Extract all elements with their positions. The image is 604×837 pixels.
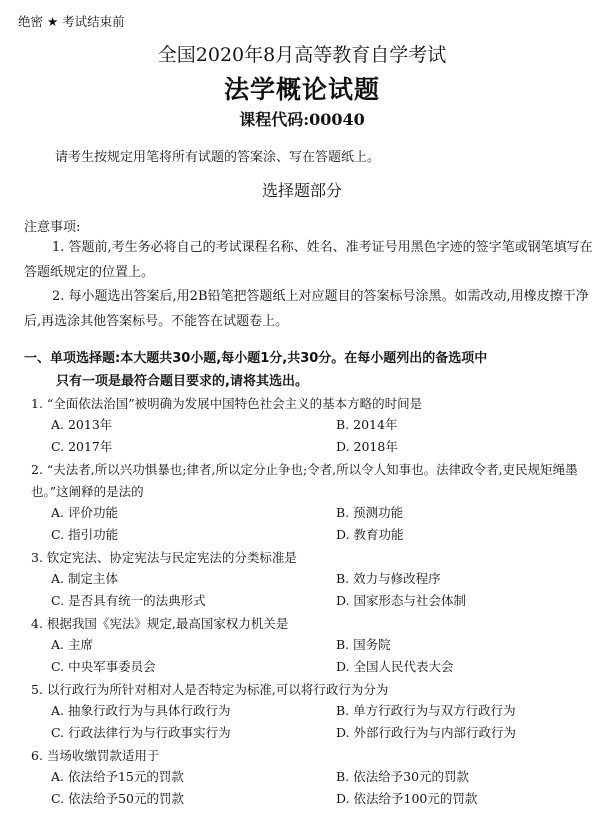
question-6-option-b: B. 依法给予30元的罚款 [336,769,470,784]
question-3-option-c: C. 是否具有统一的法典形式 [51,593,206,608]
question-4-stem: 4. 根据我国《宪法》规定,最高国家权力机关是 [31,616,289,631]
question-1-option-d: D. 2018年 [336,439,398,454]
question-4-option-c: C. 中央军事委员会 [51,659,156,674]
question-6-option-c: C. 依法给予50元的罚款 [51,791,184,806]
note-item-2: 2. 每小题选出答案后,用2B铅笔把答题纸上对应题目的答案标号涂黑。如需改动,用橡皮擦干净后,再选涂其他答案标号。不能答在试题卷上。 [24,289,589,329]
paper-title: 法学概论试题 [223,75,380,104]
question-4-option-d: D. 全国人民代表大会 [336,659,454,674]
part-one-header-line1: 一、单项选择题:本大题共30小题,每小题1分,共30分。在每小题列出的备选项中 [24,351,488,366]
part-one-header-line2: 只有一项是最符合题目要求的,请将其选出。 [56,374,308,389]
note-item-1: 1. 答题前,考生务必将自己的考试课程名称、姓名、准考证号用黑色字迹的签字笔或钢笔填写在答题纸规定的位置上。 [24,240,593,280]
question-5-stem: 5. 以行政行为所针对相对人是否特定为标准,可以将行政行为分为 [31,682,389,697]
question-5-option-c: C. 行政法律行为与行政事实行为 [51,725,231,740]
notes-title: 注意事项: [24,220,81,235]
question-2-option-d: D. 教育功能 [336,527,404,542]
question-4-option-a: A. 主席 [51,637,93,652]
question-1-option-c: C. 2017年 [51,439,113,454]
question-6-stem: 6. 当场收缴罚款适用于 [31,748,160,763]
question-2-option-b: B. 预测功能 [336,505,404,520]
question-5-option-b: B. 单方行政行为与双方行政行为 [336,703,516,718]
question-5-option-a: A. 抽象行政行为与具体行政行为 [51,703,231,718]
confidential-label: 绝密 ★ 考试结束前 [18,14,125,29]
question-6-option-d: D. 依法给予100元的罚款 [336,791,478,806]
question-2-stem: 2. “夫法者,所以兴功惧暴也;律者,所以定分止争也;令者,所以令人知事也。法律政令者,吏民规矩绳墨也。”这阐释的是法的 [31,462,578,499]
question-5-option-d: D. 外部行政行为与内部行政行为 [336,725,517,740]
question-3-option-d: D. 国家形态与社会体制 [336,593,467,608]
section-title: 选择题部分 [261,181,342,200]
question-3-stem: 3. 钦定宪法、协定宪法与民定宪法的分类标准是 [31,550,297,565]
question-3-option-b: B. 效力与修改程序 [336,571,441,586]
question-3-option-a: A. 制定主体 [51,571,118,586]
exam-title: 全国2020年8月高等教育自学考试 [157,44,447,66]
question-2-option-a: A. 评价功能 [51,505,118,520]
question-2-option-c: C. 指引功能 [51,527,119,542]
course-code: 课程代码:00040 [239,110,365,129]
question-1-stem: 1. “全面依法治国”被明确为发展中国特色社会主义的基本方略的时间是 [31,396,423,411]
question-6-option-a: A. 依法给予15元的罚款 [51,769,184,784]
question-1-option-a: A. 2013年 [51,417,113,432]
part-one-header [24,347,584,393]
question-1-option-b: B. 2014年 [336,417,398,432]
answer-instruction: 请考生按规定用笔将所有试题的答案涂、写在答题纸上。 [55,150,381,165]
question-4-option-b: B. 国务院 [336,637,391,652]
